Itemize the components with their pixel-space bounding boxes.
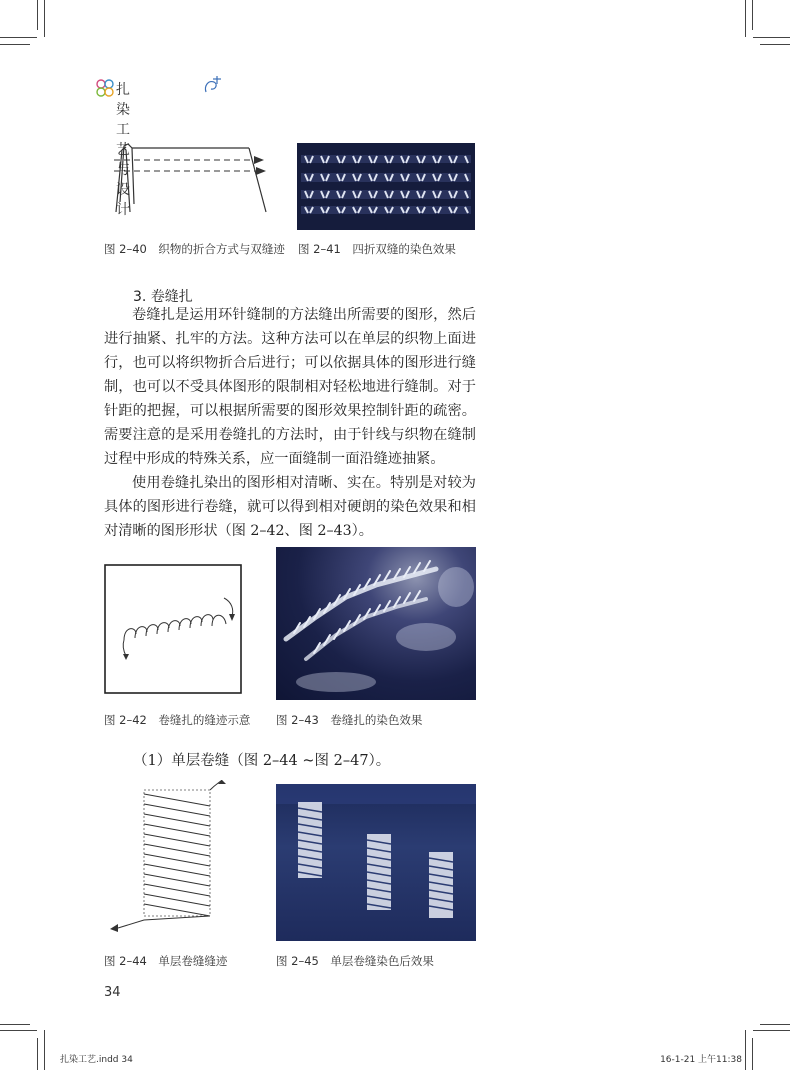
caption-fig-2-45: 图 2–45 单层卷缝染色后效果 (276, 954, 434, 968)
footer-timestamp: 16-1-21 上午11:38 (660, 1055, 742, 1065)
roll-stitch-dye-photo (276, 547, 476, 700)
body-text (104, 303, 476, 543)
caption-fig-2-41: 图 2–41 四折双缝的染色效果 (298, 242, 456, 256)
paragraph-2: 使用卷缝扎染出的图形相对清晰、实在。特别是对较为具体的图形进行卷缝，就可以得到相对硬朗的染色效果和相对清晰的图形形状（图 2–42、图 2–43）。 (104, 475, 476, 539)
section-heading: 3. 卷缝扎 (133, 289, 193, 305)
caption-fig-2-43: 图 2–43 卷缝扎的染色效果 (276, 713, 423, 727)
single-layer-stitch-diagram (104, 780, 234, 940)
subheading-single-layer: （1）单层卷缝（图 2–44 ~图 2–47）。 (133, 753, 391, 769)
caption-fig-2-44: 图 2–44 单层卷缝缝迹 (104, 954, 228, 968)
page-number: 34 (104, 985, 121, 1000)
caption-fig-2-42: 图 2–42 卷缝扎的缝迹示意 (104, 713, 251, 727)
fold-double-stitch-diagram (104, 140, 274, 220)
header-title: 扎染工艺与设计 (116, 82, 131, 218)
needle-thread-icon (202, 74, 224, 96)
caption-fig-2-40: 图 2–40 织物的折合方式与双缝迹 (104, 242, 285, 256)
footer-file-info: 扎染工艺.indd 34 (60, 1055, 133, 1065)
four-fold-dye-photo (297, 143, 475, 230)
single-layer-dye-photo (276, 784, 476, 941)
paragraph-1: 卷缝扎是运用环针缝制的方法缝出所需要的图形，然后进行抽紧、扎牢的方法。这种方法可以在单层的织物上面进行，也可以将织物折合后进行；可以依据具体的图形进行缝制，也可以不受具体图形的限制相对轻松地进行缝制。对于针距的把握，可以根据所需要的图形效果控制针距的疏密。需要注意的是采用卷缝扎的方法时，由于针线与织物在缝制过程中形成的特殊关系，应一面缝制一面沿缝迹抽紧。 (104, 307, 476, 467)
roll-stitch-diagram (104, 564, 242, 694)
flower-logo-icon (94, 78, 116, 98)
